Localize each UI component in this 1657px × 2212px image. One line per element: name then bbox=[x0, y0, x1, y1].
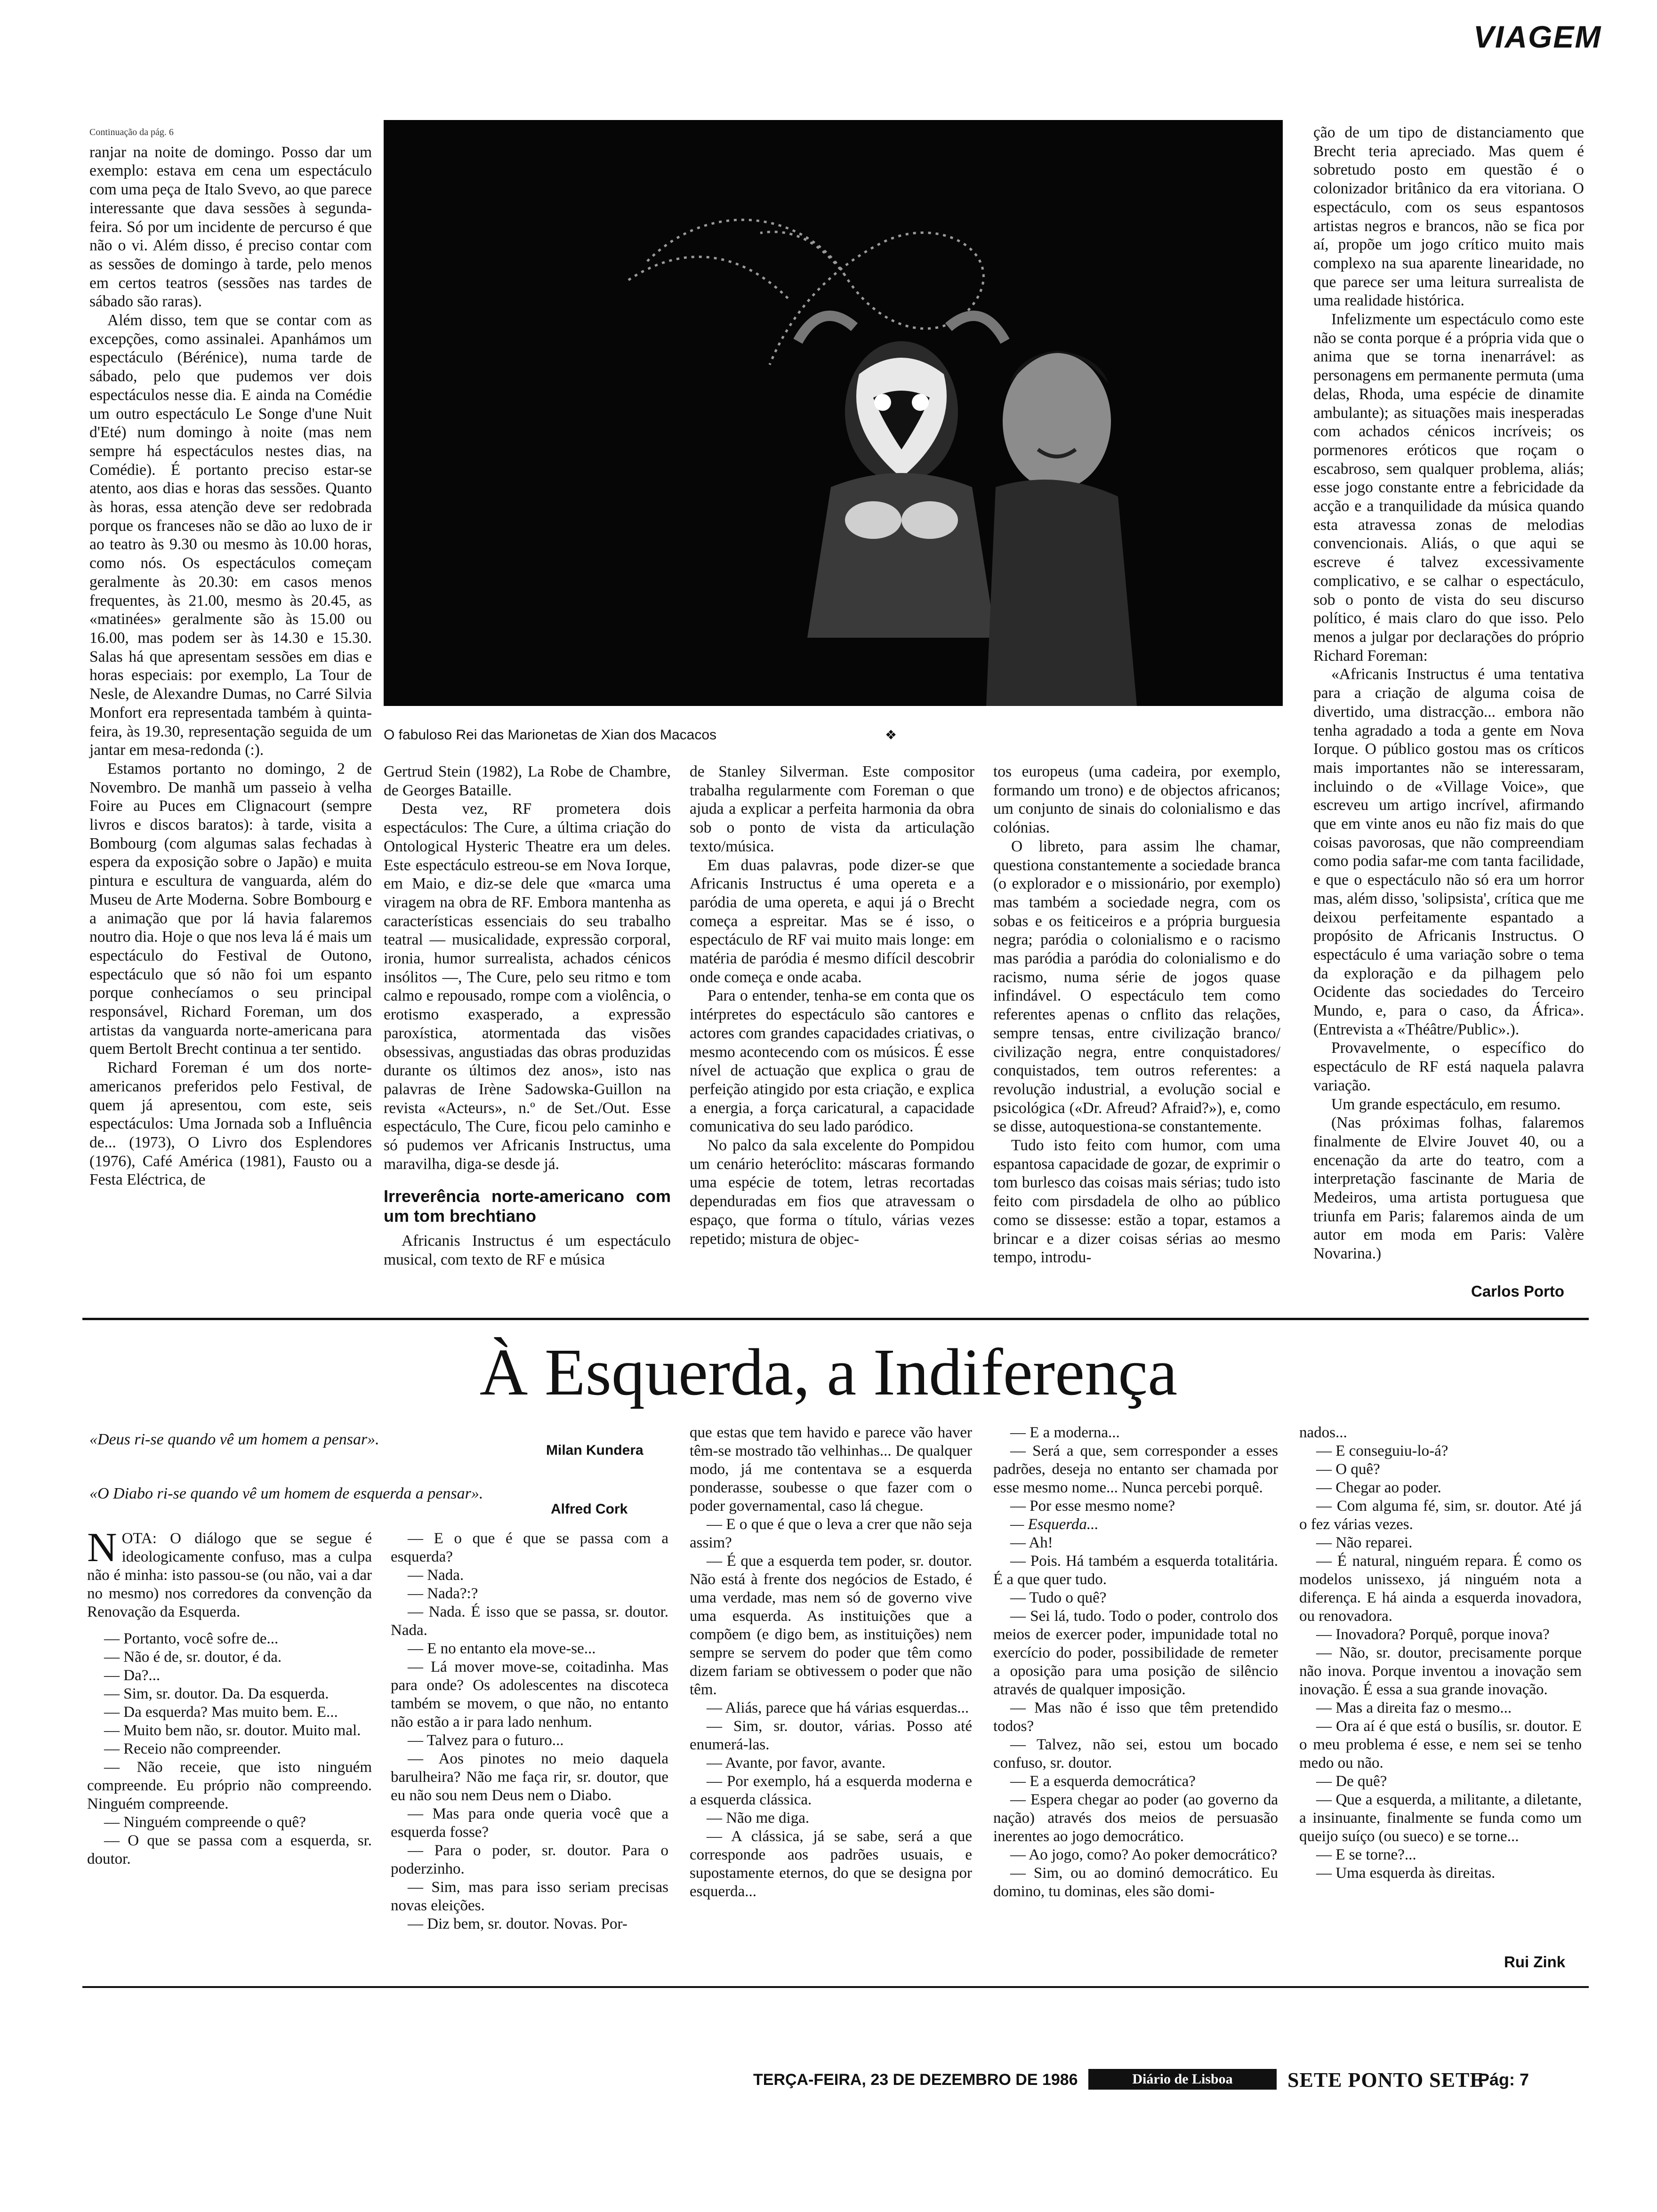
dialogue-column-5 bbox=[1299, 1424, 1582, 1883]
dialogue-line: — Esquerda... bbox=[1010, 1516, 1099, 1533]
article-column-2 bbox=[384, 762, 671, 1269]
dialogue-line: — E conseguiu-lo-á? bbox=[1316, 1443, 1448, 1459]
dialogue-line: — Da esquerda? Mas muito bem. E... bbox=[104, 1704, 338, 1721]
subheading: Irreverência norte-americano com um tom brechtiano bbox=[384, 1186, 671, 1226]
dialogue-line: — Talvez, não sei, estou um bocado confuso, sr. doutor. bbox=[993, 1736, 1278, 1771]
dialogue-line: — Sei lá, tudo. Todo o poder, controlo dos meios de exercer poder, impunidade total no exercício do poder, possibilidade de remeter a oposição para uma posição de silêncio através de qualquer imposição. bbox=[993, 1608, 1278, 1698]
paragraph-text: OTA: O diálogo que se segue é ideologicamente confuso, mas a culpa não é minha: isto passou-se (ou não, vai a dar no mesmo) nos corredores da convenção da Renovação da Esquerda. bbox=[87, 1530, 372, 1620]
dialogue-line: — Por exemplo, há a esquerda moderna e a esquerda clássica. bbox=[690, 1773, 972, 1808]
paragraph: O libreto, para assim lhe chamar, questiona constantemente a sociedade branca (o explorador e o missionário, por exemplo) mas também a sociedade negra, com os sobas e os feiticeiros e a própria burguesia negra; paródia o colonialismo e o racismo mas paródia a paródia do colonialismo e do racismo, numa série de jogos quase infindável. O espectáculo tem como referentes apenas o cnflito das relações, sempre tensas, entre civilização branco/ civilização negra, entre conquistadores/ conquistados, tem outros referentes: a revolução industrial, a evolução social e psicológica («Dr. Afreud? Afraid?»), e, como se disse, autoquestiona-se constantemente. bbox=[993, 837, 1280, 1136]
dialogue-line: — Sim, ou ao dominó democrático. Eu domino, tu dominas, eles são domi- bbox=[993, 1865, 1278, 1900]
article-column-5 bbox=[1313, 123, 1584, 1263]
dialogue-line: — Por esse mesmo nome? bbox=[1010, 1498, 1175, 1515]
dialogue-line: — Não me diga. bbox=[707, 1810, 810, 1827]
section-masthead: VIAGEM bbox=[1473, 19, 1602, 54]
article-column-4 bbox=[993, 762, 1280, 1267]
paragraph: Infelizmente um espectáculo como este não se conta porque é a própria vida que o anima que se torna inenarrável: as personagens em permanente permuta (uma delas, Rhoda, uma espécie de dinamite ambulante); as situações mais inesperadas com achados cénicos incríveis; os pormenores eróticos que roçam o escabroso, sem qualquer problema, aliás; esse jogo constante entre a febricidade da acção e a tranquilidade da música quando esta atravessa zonas de melodias convencionais. Aliás, o que aqui se escreve é talvez excessivamente complicativo, e se calhar o espectáculo, sob o ponto de vista do seu discurso político, é mais claro do que isso. Pelo menos a julgar por declarações do próprio Richard Foreman: bbox=[1313, 311, 1584, 665]
dialogue-line: — Talvez para o futuro... bbox=[408, 1732, 564, 1749]
paragraph bbox=[87, 1525, 372, 1621]
paragraph: No palco da sala excelente do Pompidou um cenário heteróclito: máscaras formando uma espécie de totem, letras recortadas dependuradas em fios que atravessam o espaço, que forma o título, várias vezes repetido; mistura de objec- bbox=[690, 1137, 974, 1248]
dialogue-line: — É que a esquerda tem poder, sr. doutor. Não está à frente dos negócios de Estado, é uma verdade, mas nem só de governo vive uma esquerda. As instituições que a compõem (e digo bem, as instituições) nem sempre se servem do poder que têm como dizem fariam se obtivessem o poder que não têm. bbox=[690, 1553, 972, 1698]
paragraph: Tudo isto feito com humor, com uma espantosa capacidade de gozar, de exprimir o tom burlesco das coisas mais sérias; tudo isto feito com pirsdadela de olho ao público como se dissesse: estão a topar, estamos a brincar e a dizer coisas sérias ao mesmo tempo, introdu- bbox=[993, 1137, 1280, 1266]
page-footer bbox=[753, 2065, 1610, 2093]
dialogue-line: — Ora aí é que está o busílis, sr. doutor. E o meu problema é esse, e nem sei se tenho medo ou não. bbox=[1299, 1718, 1582, 1771]
paragraph: Desta vez, RF prometera dois espectáculos: The Cure, a última criação do Ontological Hysteric Theatre era um deles. Este espectáculo estreou-se em Nova Iorque, em Maio, e diz-se dele que «marca uma viragem na obra de RF. Embora mantenha as características essenciais do seu trabalho teatral — musicalidade, expressão corporal, ironia, humor surrealista, achados cénicos insólitos —, The Cure, pelo seu ritmo e tom calmo e repousado, rompe com a violência, o erotismo exasperado, a expressão paroxística, atormentada das visões obsessivas, angustiadas das obras produzidas durante os últimos dez anos», isto nas palavras de Irène Sadowska-Guillon na revista «Acteurs», n.º de Set./Out. Esse espectáculo, The Cure, ficou pelo caminho e só pudemos ver Africanis Instructus, uma maravilha, diga-se desde já. bbox=[384, 800, 671, 1173]
dialogue-line: — Mas para onde queria você que a esquerda fosse? bbox=[391, 1805, 668, 1841]
paragraph: «Africanis Instructus é uma tentativa para a criação de alguma coisa de divertido, uma distracção... embora não tenha agradado a toda a gente em Nova Iorque. O público gostou mas os críticos mais importantes não se interessaram, incluindo o de «Village Voice», que escreveu um artigo incrível, afirmando que em vinte anos eu não fiz mais do que coisas pavorosas, que não compreendiam como podia safar-me com tanta facilidade, e que o espectáculo não só era um horror mas, além disso, 'solipsista', crítica que me deixou perfeitamente espantado a propósito de Africanis Instructus. O espectáculo é uma variação sobre o tema da exploração e da pilhagem pelo Ocidente das sociedades do Terceiro Mundo, e, para o caso, da África». (Entrevista a «Théâtre/Public».). bbox=[1313, 665, 1584, 1038]
dialogue-column-3 bbox=[690, 1424, 972, 1901]
paragraph: Richard Foreman é um dos norte-americanos preferidos pelo Festival, de quem já apresentou, com este, seis espectáculos: Uma Jornada sob a Influência de... (1973), O Livro dos Esplendores (1976), Café América (1981), Fausto ou a Festa Eléctrica, de bbox=[89, 1059, 372, 1189]
paragraph: Além disso, tem que se contar com as excepções, como assinalei. Apanhámos um espectáculo (Bérénice), numa tarde de sábado, pelo que pudemos ver dois espectáculos nesse dia. E ainda na Comédie um outro espectáculo Le Songe d'une Nuit d'Eté) num domingo à noite (mas nem sempre há espectáculos nestes dias, na Comédie). É portanto preciso estar-se atento, aos dias e horas das sessões. Quanto às horas, essa atenção deve ser redobrada porque os franceses não se dão ao luxo de ir ao teatro às 9.30 ou mesmo às 10.00 horas, como nós. Os espectáculos começam geralmente às 20.30: em casos menos frequentes, às 21.00, mesmo às 20.45, as «matinées» geralmente são às 15.00 ou 16.00, mas podem ser às 14.30 e 15.30. Salas há que apresentam sessões em dias e horas especiais: por exemplo, La Tour de Nesle, de Alexandre Dumas, no Carré Silvia Monfort era representada também à quinta-feira, às 19.30, representação seguida de um jantar em mesa-redonda (:). bbox=[89, 312, 372, 759]
photo-caption: O fabuloso Rei das Marionetas de Xian dos Macacos bbox=[384, 727, 717, 743]
dialogue-line: — Portanto, você sofre de... bbox=[104, 1630, 279, 1647]
continuation-note: Continuação da pág. 6 bbox=[89, 127, 174, 137]
dialogue-column-4 bbox=[993, 1424, 1278, 1901]
dialogue-line: — O quê? bbox=[1316, 1461, 1380, 1478]
dialogue-line: — Diz bem, sr. doutor. Novas. Por- bbox=[408, 1915, 627, 1932]
dialogue-column-1 bbox=[87, 1525, 372, 1868]
dialogue-line: — É natural, ninguém repara. É como os modelos unissexo, já ninguém nota a diferença. E há ainda a esquerda inovadora, ou renovadora. bbox=[1299, 1553, 1582, 1625]
paragraph: Em duas palavras, pode dizer-se que Africanis Instructus é uma opereta e a paródia de uma opereta, e aqui já o Brecht começa a espreitar. Mas se é isso, o espectáculo de RF vai muito mais longe: em matéria de paródia é mesmo difícil descobrir onde começa e onde acaba. bbox=[690, 856, 974, 986]
dialogue-line: — Sim, mas para isso seriam precisas novas eleições. bbox=[391, 1879, 668, 1914]
paragraph: (Nas próximas folhas, falaremos finalmente de Elvire Jouvet 40, ou a encenação da arte do teatro, com a interpretação fascinante de Maria de Medeiros, uma artista portuguesa que triunfa em Paris; falaremos ainda de um autor em moda em Paris: Valère Novarina.) bbox=[1313, 1114, 1584, 1263]
dialogue-line: — Para o poder, sr. doutor. Para o poderzinho. bbox=[391, 1842, 668, 1877]
paragraph: Para o entender, tenha-se em conta que os intérpretes do espectáculo são cantores e actores com grandes capacidades criativas, o mesmo acontecendo com os músicos. É esse nível de actuação que explica o grau de perfeição atingido por esta criação, e explica a energia, a força caricatural, a capacidade comunicativa do seu lado paródico. bbox=[690, 987, 974, 1136]
paragraph: Estamos portanto no domingo, 2 de Novembro. De manhã um passeio à velha Foire au Puces em Clignacourt (sempre livros e discos baratos): à tarde, visita a Bombourg (com algumas salas fechadas à espera da exposição sobre o Japão) e muita pintura e escultura de vanguarda, além do Museu de Arte Moderna. Sobre Bombourg e a animação que por lá havia falaremos noutro dia. Hoje o que nos leva lá é mais um espectáculo do Festival de Outono, espectáculo que só não foi um espanto porque conhecíamos o seu principal responsável, Richard Foreman, um dos artistas da vanguarda norte-americana para quem Bertolt Brecht continua a ter sentido. bbox=[89, 760, 372, 1058]
dialogue-line: — Chegar ao poder. bbox=[1316, 1479, 1441, 1496]
small-mark: ❖ bbox=[885, 727, 897, 743]
dialogue-line: — Que a esquerda, a militante, a diletante, a insinuante, finalmente se funda como um queijo suíço (ou sueco) e se torne... bbox=[1299, 1791, 1582, 1845]
article-column-1 bbox=[89, 123, 372, 1189]
dialogue-line: — Não, sr. doutor, precisamente porque não inova. Porque inventou a inovação sem inovação. É essa a sua grande inovação. bbox=[1299, 1644, 1582, 1698]
paragraph: Africanis Instructus é um espectáculo musical, com texto de RF e música bbox=[384, 1232, 671, 1269]
dialogue-line: — Muito bem não, sr. doutor. Muito mal. bbox=[104, 1722, 361, 1739]
dialogue-line: — Mas não é isso que têm pretendido todos? bbox=[993, 1699, 1278, 1735]
section-divider bbox=[82, 1318, 1589, 1320]
dialogue-line: — Nada. É isso que se passa, sr. doutor. Nada. bbox=[391, 1603, 668, 1639]
epigraph-quote: «Deus ri-se quando vê um homem a pensar». bbox=[89, 1431, 379, 1448]
drop-cap: N bbox=[87, 1525, 117, 1571]
dialogue-line: — Uma esquerda às direitas. bbox=[1316, 1865, 1496, 1882]
dialogue-line: — Com alguma fé, sim, sr. doutor. Até já o fez várias vezes. bbox=[1299, 1498, 1582, 1533]
page-number: Pág: 7 bbox=[1478, 2070, 1529, 2089]
issue-date: TERÇA-FEIRA, 23 DE DEZEMBRO DE 1986 bbox=[753, 2071, 1078, 2089]
dialogue-line: — Da?... bbox=[104, 1667, 161, 1684]
paragraph: Provavelmente, o específico do espectáculo de RF está naquela palavra variação. bbox=[1313, 1039, 1584, 1094]
dialogue-line: — Avante, por favor, avante. bbox=[707, 1755, 886, 1771]
dialogue-line: — Aos pinotes no meio daquela barulheira? Não me faça rir, sr. doutor, que eu não sou nem Deus nem o Diabo. bbox=[391, 1750, 668, 1804]
dialogue-column-2 bbox=[391, 1530, 668, 1933]
dialogue-line: — Receio não compreender. bbox=[104, 1740, 281, 1757]
paragraph: tos europeus (uma cadeira, por exemplo, formando um trono) e de objectos africanos; um conjunto de sinais do colonialismo e das colónias. bbox=[993, 763, 1280, 837]
epigraph-author: Alfred Cork bbox=[551, 1501, 628, 1517]
dialogue-line: — Será a que, sem corresponder a esses padrões, deseja no entanto ser chamada por esse mesmo nome... Nunca percebi porquê. bbox=[993, 1443, 1278, 1496]
dialogue-line: — E o que é que se passa com a esquerda? bbox=[391, 1530, 668, 1565]
author-byline: Carlos Porto bbox=[1471, 1282, 1565, 1300]
dialogue-line: — Não é de, sr. doutor, é da. bbox=[104, 1649, 282, 1666]
puppet-king-photo-image bbox=[384, 120, 1283, 706]
dialogue-line: — Sim, sr. doutor. Da. Da esquerda. bbox=[104, 1685, 329, 1702]
dialogue-line: — E se torne?... bbox=[1316, 1846, 1416, 1863]
dialogue-line: — Aliás, parece que há várias esquerdas... bbox=[707, 1699, 969, 1716]
dialogue-line: — Sim, sr. doutor, várias. Posso até enumerá-las. bbox=[690, 1718, 972, 1753]
dialogue-line: — Ao jogo, como? Ao poker democrático? bbox=[1010, 1846, 1278, 1863]
supplement-title: SETE PONTO SETE bbox=[1287, 2068, 1484, 2092]
dialogue-line: — E no entanto ela move-se... bbox=[408, 1640, 596, 1657]
dialogue-line: — Tudo o quê? bbox=[1010, 1589, 1107, 1606]
dialogue-line: — E a moderna... bbox=[1010, 1424, 1120, 1441]
dialogue-line: — Ninguém compreende o quê? bbox=[104, 1814, 306, 1831]
epigraph-author: Milan Kundera bbox=[546, 1443, 643, 1458]
dialogue-line: — Inovadora? Porquê, porque inova? bbox=[1316, 1626, 1550, 1643]
article-headline: À Esquerda, a Indiferença bbox=[479, 1335, 1178, 1409]
paragraph: Um grande espectáculo, em resumo. bbox=[1331, 1095, 1561, 1113]
dialogue-line: — E o que é que o leva a crer que não seja assim? bbox=[690, 1516, 972, 1551]
dialogue-line: que estas que tem havido e parece vão haver têm-se mostrado tão velhinhas... De qualquer modo, já me contentava se a esquerda ponderasse, soubesse o que fazer com o poder governamental, caso lá chegue. bbox=[690, 1424, 972, 1515]
paragraph: ranjar na noite de domingo. Posso dar um exemplo: estava em cena um espectáculo com uma peça de Italo Svevo, ao que parece interessante que dava sessões à segunda-feira. Só por um incidente de percurso é que não o vi. Além disso, é preciso contar com as sessões de domingo à tarde, pelo menos em certos teatros (sessões nas tardes de sábado são raras). bbox=[89, 143, 372, 311]
dialogue-line: — Nada?:? bbox=[408, 1585, 478, 1602]
dialogue-line: nados... bbox=[1299, 1424, 1347, 1441]
dialogue-line: — De quê? bbox=[1316, 1773, 1387, 1790]
dialogue-line: — Não reparei. bbox=[1316, 1534, 1413, 1551]
paragraph: de Stanley Silverman. Este compositor trabalha regularmente com Foreman o que ajuda a explicar a perfeita harmonia da obra sob o ponto de vista da articulação texto/música. bbox=[690, 763, 974, 855]
dialogue-line: — Espera chegar ao poder (ao governo da nação) através dos meios de persuasão inerentes ao jogo democrático. bbox=[993, 1791, 1278, 1845]
article-photo bbox=[384, 120, 1283, 706]
author-byline: Rui Zink bbox=[1504, 1953, 1566, 1971]
paragraph: Gertrud Stein (1982), La Robe de Chambre, de Georges Bataille. bbox=[384, 763, 671, 799]
dialogue-line: — O que se passa com a esquerda, sr. doutor. bbox=[87, 1832, 372, 1867]
epigraph-quote: «O Diabo ri-se quando vê um homem de esquerda a pensar». bbox=[89, 1485, 483, 1502]
paragraph: ção de um tipo de distanciamento que Brecht teria apreciado. Mas quem é sobretudo posto em questão é o colonizador britânico da era vitoriana. O espectáculo, com os seus espantosos artistas negros e brancos, não se fica por aí, propõe um jogo crítico muito mais complexo na sua aparente linearidade, no que parece ser uma leitura surrealista de uma realidade histórica. bbox=[1313, 124, 1584, 310]
dialogue-line: — Nada. bbox=[408, 1567, 464, 1584]
footer-divider bbox=[82, 1986, 1589, 1988]
article-column-3 bbox=[690, 762, 974, 1248]
newspaper-name: Diário de Lisboa bbox=[1088, 2069, 1277, 2090]
dialogue-line: — A clássica, já se sabe, será a que corresponde aos padrões usuais, e supostamente eternos, do que se designa por esquerda... bbox=[690, 1828, 972, 1900]
dialogue-line: — Pois. Há também a esquerda totalitária. É a que quer tudo. bbox=[993, 1553, 1278, 1588]
dialogue-line: — Ah! bbox=[1010, 1534, 1053, 1551]
dialogue-line: — Não receie, que isto ninguém compreende. Eu próprio não compreendo. Ninguém compreende. bbox=[87, 1759, 372, 1812]
dialogue-line: — Mas a direita faz o mesmo... bbox=[1316, 1699, 1512, 1716]
dialogue-line: — Lá mover move-se, coitadinha. Mas para onde? Os adolescentes na discoteca também se movem, o que não, no entanto não estão a ir para lado nenhum. bbox=[391, 1659, 668, 1731]
dialogue-line: — E a esquerda democrática? bbox=[1010, 1773, 1196, 1790]
